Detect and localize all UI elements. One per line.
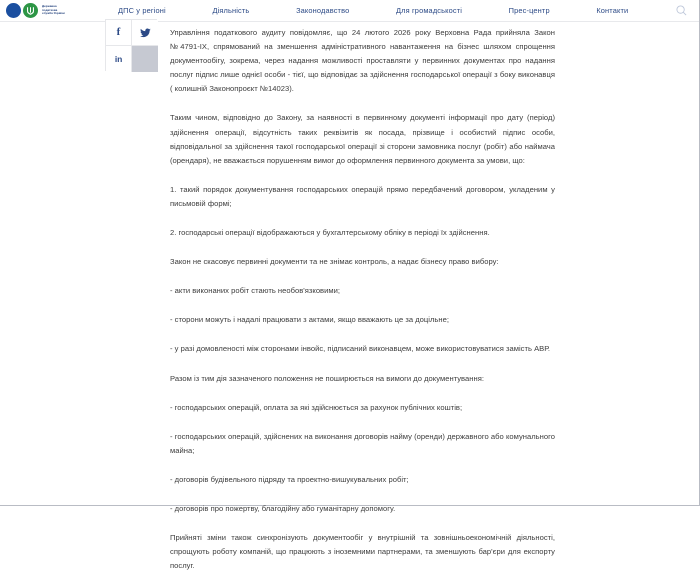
nav-item-contacts[interactable]: Контакти [596,6,629,15]
article-paragraph: - договорів будівельного підряду та проектно-вишукувальних робіт; [170,474,409,484]
logo-text-line1: Державна [42,4,57,9]
site-logo[interactable] [6,3,106,18]
circle-blue-icon [6,3,21,18]
article-paragraph: - господарських операцій, оплата за які здійснюється за рахунок публічних коштів; [170,402,463,412]
trident-green-icon [23,3,38,18]
article-paragraph: Разом із тим дія зазначеного положення не поширюється на вимоги до документування: [170,373,484,383]
search-icon[interactable] [675,5,689,16]
nav-item-dps-region[interactable]: ДПС у регіоні [118,6,166,15]
facebook-icon[interactable] [106,20,132,46]
article-paragraph: Таким чином, відповідно до Закону, за наявності в первинному документі інформації про дату (період) здійснення операції, відсутність таких реквізитів як посада, прізвище і особистий підпис особи, відповідальної за здійснення такої господарської операції зі сторони замовника послуг (робіт) або наймача (орендаря), не вважається порушенням вимог до оформлення первинного документа за умови, що: [170,113,555,165]
logo-text-line2: податкова [42,7,58,12]
twitter-icon[interactable] [132,20,158,46]
facebook-glyph: f [116,26,121,38]
social-share-grid [105,19,157,71]
article-paragraph: - господарських операцій, здійснених на виконання договорів найму (оренди) державного або комунального майна; [170,431,555,455]
article-paragraph: 2. господарські операції відображаються у бухгалтерському обліку в періоді їх здійснення. [170,228,490,238]
logo-marks [6,3,38,18]
linkedin-glyph: in [114,53,123,64]
logo-text [42,5,65,16]
article-paragraph: - у разі домовленості між сторонами інвойс, підписаний виконавцем, може використовуватися замість АВР. [170,344,551,354]
article-paragraph: - сторони можуть і надалі працювати з актами, якщо вважають це за доцільне; [170,315,449,325]
nav-item-legislation[interactable]: Законодавство [296,6,350,15]
article-paragraph: Управління податкового аудиту повідомляє, що 24 лютого 2026 року Верховна Рада прийняла Закон №4791-IX, спрямований на зменшення адміністративного навантаження на бізнес шляхом спрощення документообігу, зокрема, через надання можливості проставляти у первинних документах про надання послуг підпис лише однієї особи - тієї, що відповідає за здійснення господарської операції з боку виконавця ( колишній Законопроєкт №14023). [170,28,555,94]
article-paragraph: - договорів про пожертву, благодійну або гуманітарну допомогу. [170,503,396,513]
article-paragraph: Закон не скасовує первинні документи та не знімає контроль, а надає бізнесу право вибору: [170,257,499,267]
article-body [170,26,555,588]
nav-item-for-public[interactable]: Для громадськості [395,6,463,15]
main-navigation [106,5,699,16]
article-paragraph: - акти виконаних робіт стають необов'язковими; [170,286,341,296]
linkedin-icon[interactable] [106,46,132,72]
article-paragraph: 1. такий порядок документування господарських операцій прямо передбачений договором, укладеним у письмовій формі; [170,184,555,208]
nav-item-press-center[interactable]: Прес-центр [508,6,550,15]
article-paragraph: Прийняті зміни також синхронізують документообіг у внутрішній та зовнішньоекономічній діяльності, спрощують роботу компаній, що працюють з іноземними партнерами, та зменшують бар'єри для експорту послуг. [170,533,555,571]
logo-text-line3: служба України [42,11,65,16]
empty-placeholder [132,46,158,72]
nav-item-activity[interactable]: Діяльність [212,6,250,15]
